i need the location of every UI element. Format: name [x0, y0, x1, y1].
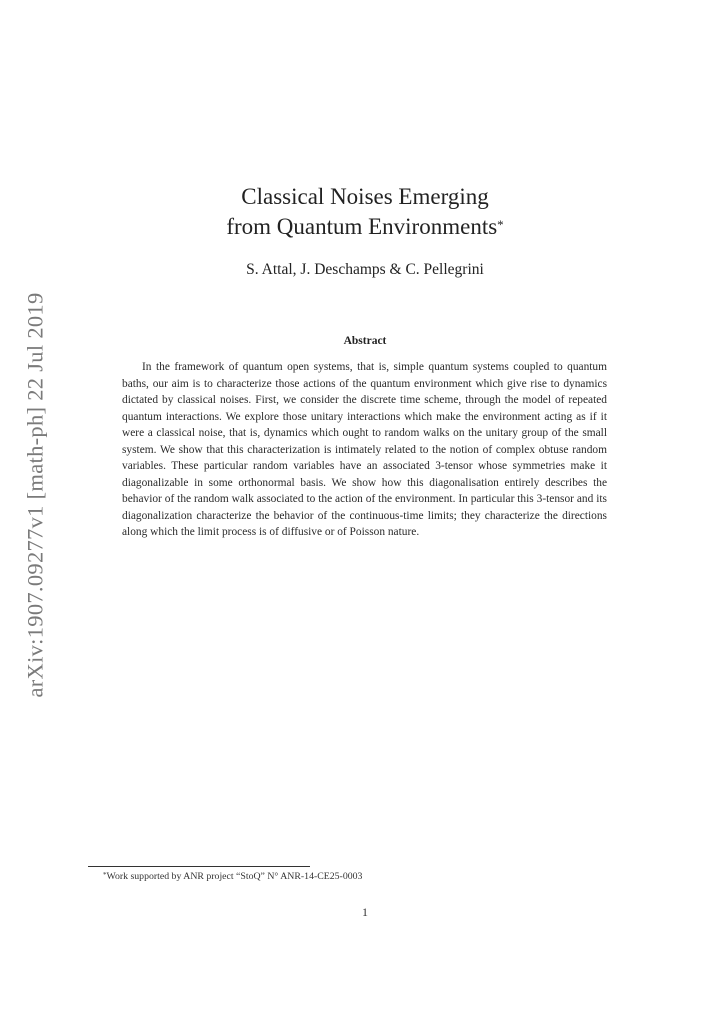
paper-title-line-2-text: from Quantum Environments	[226, 214, 498, 239]
paper-title-line-2	[0, 212, 720, 242]
page-number: 1	[362, 905, 368, 919]
footnote-divider	[88, 866, 310, 867]
abstract-heading: Abstract	[343, 335, 387, 347]
paper-title-line-1: Classical Noises Emerging	[241, 184, 489, 209]
footnote	[103, 871, 362, 882]
arxiv-identifier-stamp	[13, 290, 59, 700]
author-list: S. Attal, J. Deschamps & C. Pellegrini	[246, 261, 484, 278]
arxiv-identifier-text: arXiv:1907.09277v1 [math-ph] 22 Jul 2019	[23, 292, 48, 698]
title-footnote-marker: *	[497, 217, 504, 232]
abstract-body: In the framework of quantum open systems, that is, simple quantum systems coupled to quantum baths, our aim is to characterize those actions of the quantum environment which give rise to dynamics dictated by classical noises. First, we consider the discrete time scheme, through the model of repeated quantum interactions. We explore those unitary interactions which make the environment acting as if it were a classical noise, that is, dynamics which ought to random walks on the unitary group of the small system. We show that this characterization is intimately related to the notion of complex obtuse random variables. These particular random variables have an associated 3-tensor whose symmetries make it diagonalizable in some orthonormal basis. We show how this diagonalisation entirely describes the behavior of the random walk associated to the action of the environment. In particular this 3-tensor and its diagonalization characterize the behavior of the continuous-time limits; they characterize the directions along which the limit process is of diffusive or of Poisson nature.	[122, 361, 607, 538]
footnote-marker: *	[103, 871, 107, 879]
footnote-text: Work supported by ANR project “StoQ” N° ANR-14-CE25-0003	[106, 871, 363, 882]
paper-title	[0, 182, 720, 242]
